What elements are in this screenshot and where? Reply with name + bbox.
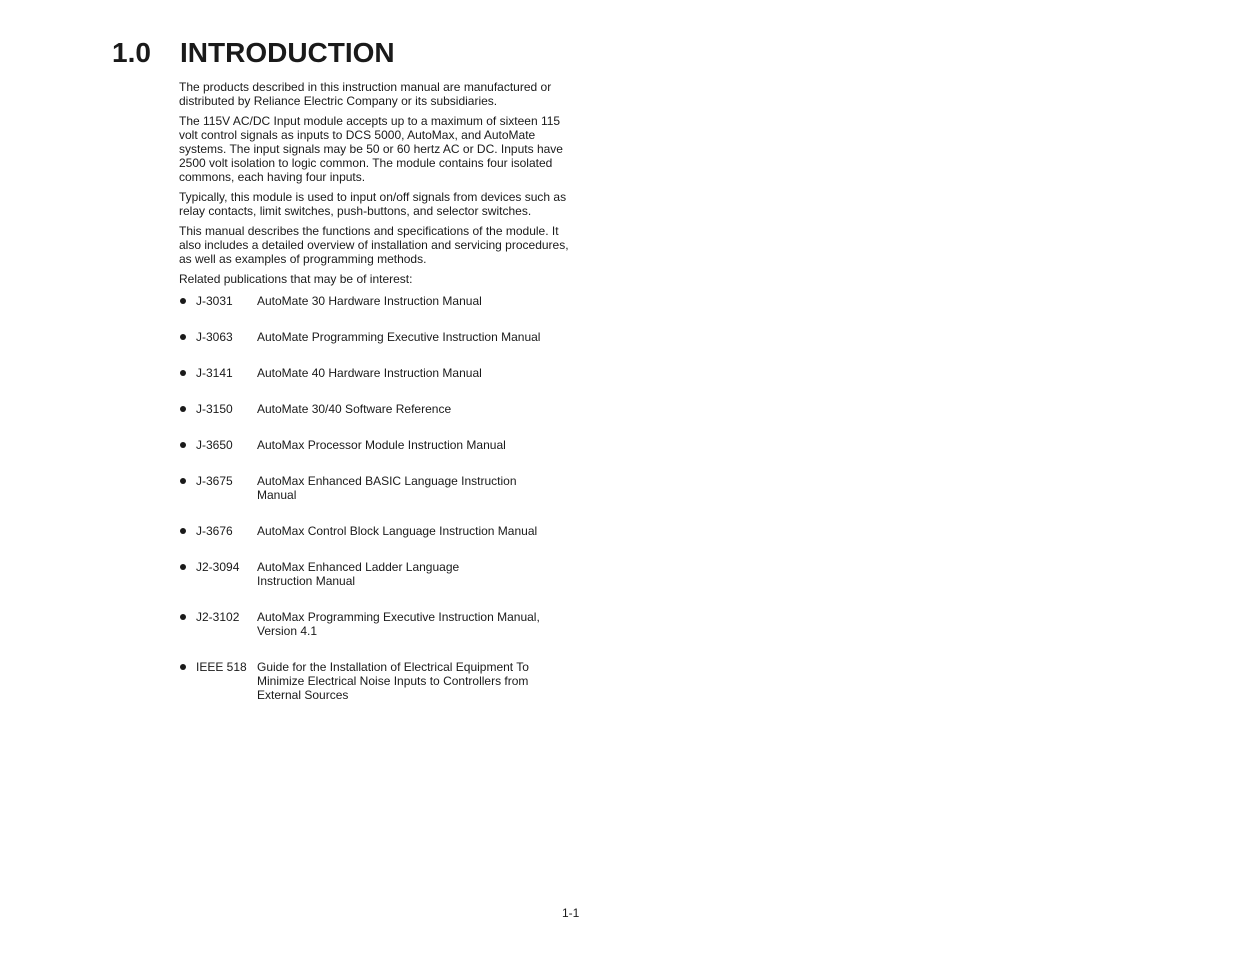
list-item bbox=[179, 330, 579, 344]
list-item bbox=[179, 366, 579, 380]
paragraph-manual-scope: This manual describes the functions and specifications of the module. It also includes a detailed overview of installation and servicing procedures, as well as examples of programming methods. bbox=[179, 224, 569, 266]
publication-title: AutoMax Enhanced BASIC Language Instruction Manual bbox=[257, 474, 517, 502]
publication-title: AutoMax Enhanced Ladder Language Instruction Manual bbox=[257, 560, 460, 588]
publication-code: J2-3102 bbox=[196, 610, 240, 624]
bullet-icon bbox=[180, 478, 186, 484]
bullet-icon bbox=[180, 614, 186, 620]
list-item bbox=[179, 524, 579, 538]
page-title bbox=[112, 34, 395, 72]
bullet-icon bbox=[180, 664, 186, 670]
bullet-icon bbox=[180, 442, 186, 448]
publication-list bbox=[179, 294, 579, 702]
paragraph-typical-use: Typically, this module is used to input on/off signals from devices such as relay contacts, limit switches, push-buttons, and selector switches. bbox=[179, 190, 567, 218]
publication-code: J-3063 bbox=[196, 330, 233, 344]
publication-title: AutoMate 40 Hardware Instruction Manual bbox=[257, 366, 482, 380]
publication-code: J2-3094 bbox=[196, 560, 240, 574]
list-item bbox=[179, 474, 579, 502]
publication-code: J-3676 bbox=[196, 524, 233, 538]
publication-code: J-3031 bbox=[196, 294, 233, 308]
publication-title: AutoMax Processor Module Instruction Manual bbox=[257, 438, 506, 452]
bullet-icon bbox=[180, 528, 186, 534]
section-title: INTRODUCTION bbox=[180, 37, 395, 68]
publication-code: J-3675 bbox=[196, 474, 233, 488]
page-number: 1-1 bbox=[562, 906, 580, 920]
publication-title: AutoMate 30/40 Software Reference bbox=[257, 402, 452, 416]
bullet-icon bbox=[180, 564, 186, 570]
list-item bbox=[179, 610, 579, 638]
publication-code: J-3141 bbox=[196, 366, 233, 380]
bullet-icon bbox=[180, 406, 186, 412]
bullet-icon bbox=[180, 298, 186, 304]
publication-title: AutoMate 30 Hardware Instruction Manual bbox=[257, 294, 482, 308]
section-number: 1.0 bbox=[112, 37, 151, 68]
paragraph-related-publications: Related publications that may be of interest: bbox=[179, 272, 413, 286]
paragraph-module-description: The 115V AC/DC Input module accepts up to a maximum of sixteen 115 volt control signals as inputs to DCS 5000, AutoMax, and AutoMate systems. The input signals may be 50 or 60 hertz AC or DC. Inputs have 2500 volt isolation to logic common. The module contains four isolated commons, each having four inputs. bbox=[179, 114, 563, 184]
publication-code: J-3150 bbox=[196, 402, 233, 416]
body-text bbox=[179, 80, 579, 724]
list-item bbox=[179, 438, 579, 452]
list-item bbox=[179, 660, 579, 702]
list-item bbox=[179, 560, 579, 588]
publication-title: AutoMax Programming Executive Instruction Manual, Version 4.1 bbox=[257, 610, 540, 638]
list-item bbox=[179, 294, 579, 308]
publication-title: Guide for the Installation of Electrical Equipment To Minimize Electrical Noise Inputs to Controllers from External Sources bbox=[257, 660, 529, 702]
publication-code: J-3650 bbox=[196, 438, 233, 452]
bullet-icon bbox=[180, 334, 186, 340]
bullet-icon bbox=[180, 370, 186, 376]
publication-title: AutoMate Programming Executive Instruction Manual bbox=[257, 330, 541, 344]
paragraph-intro: The products described in this instruction manual are manufactured or distributed by Reliance Electric Company or its subsidiaries. bbox=[179, 80, 552, 108]
publication-title: AutoMax Control Block Language Instruction Manual bbox=[257, 524, 538, 538]
publication-code: IEEE 518 bbox=[196, 660, 247, 674]
list-item bbox=[179, 402, 579, 416]
